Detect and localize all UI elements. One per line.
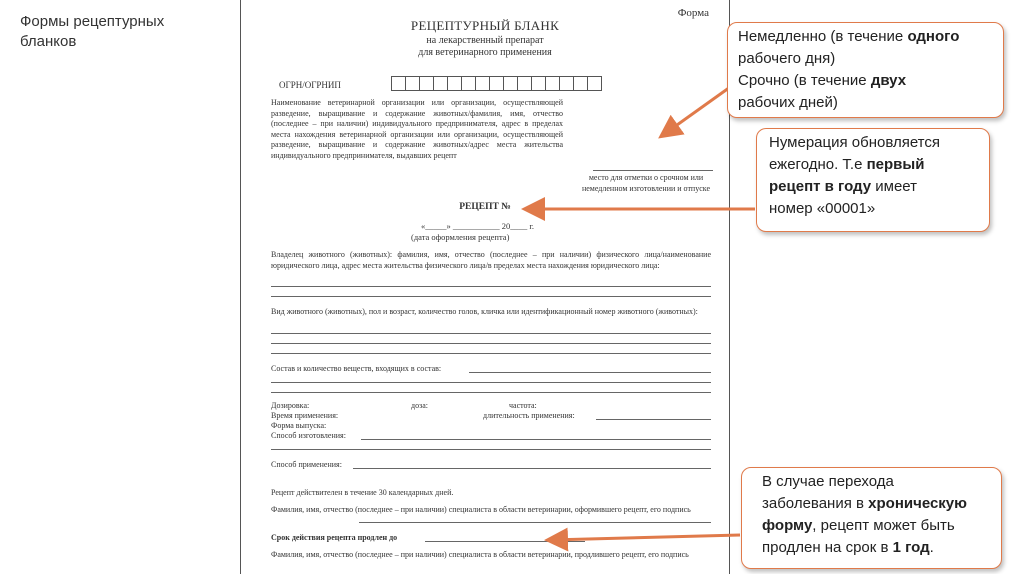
date-line: «_____» ___________ 20____ г. — [421, 221, 535, 231]
form-subtitle-1: на лекарственный препарат — [426, 35, 544, 46]
extender-text: Фамилия, имя, отчество (последнее – при наличии) специалиста в области ветеринарии, продлившего рецепт, его подпись — [271, 550, 689, 559]
duration-label: длительность применения: — [483, 411, 575, 420]
manufacture-label: Способ изготовления: — [271, 431, 346, 440]
composition-label: Состав и количество веществ, входящих в состав: — [271, 364, 442, 373]
release-form-label: Форма выпуска: — [271, 421, 327, 430]
extended-until-label: Срок действия рецепта продлен до — [271, 533, 398, 542]
frequency-label: частота: — [509, 401, 537, 410]
form-subtitle-2: для ветеринарного применения — [418, 47, 552, 58]
issuer-text: Фамилия, имя, отчество (последнее – при наличии) специалиста в области ветеринарии, оформившего рецепт, его подпись — [271, 505, 691, 514]
slide-title: Формы рецептурных бланков — [20, 13, 165, 50]
organization-text: Наименование ветеринарной организации или организации, осуществляющей разведение, выращивание и содержание животных/фамилия, имя, отчество (последнее – при наличии) индивидуального предпринимателя, адрес в пределах места нахождения ветеринарной организации или организации, осуществляющей разведение, выращивание и содержание животных/адрес места жительства индивидуального предпринимателя, выдавших рецепт — [271, 98, 563, 160]
time-label: Время применения: — [271, 411, 339, 420]
validity-text: Рецепт действителен в течение 30 календарных дней. — [271, 488, 454, 497]
dosage-label: Дозировка: — [271, 401, 310, 410]
date-caption: (дата оформления рецепта) — [411, 232, 510, 242]
callout-chronic: В случае перехода заболевания в хроническую форму, рецепт может быть продлен на срок в 1 год. — [741, 467, 1002, 569]
owner-text: Владелец животного (животных): фамилия, имя, отчество (последнее – при наличии) физического лица/наименование юридического лица, адрес места жительства физического лица/в пределах места нахождения юридического лица: — [271, 250, 711, 270]
callout-urgency: Немедленно (в течение одного рабочего дня) Срочно (в течение двух рабочих дней) — [727, 22, 1004, 118]
animal-text: Вид животного (животных), пол и возраст, количество голов, кличка или идентификационный номер животного (животных): — [271, 307, 698, 316]
form-label: Форма — [677, 7, 709, 19]
recipe-number: РЕЦЕПТ № — [459, 202, 511, 212]
arrow-to-extension — [550, 535, 740, 540]
form-title: РЕЦЕПТУРНЫЙ БЛАНК — [410, 18, 560, 33]
ogrn-label: ОГРН/ОГРНИП — [279, 80, 341, 90]
arrow-to-mark-area — [663, 85, 733, 135]
callout-numbering: Нумерация обновляется ежегодно. Т.е первый рецепт в году имеет номер «00001» — [756, 128, 990, 232]
application-label: Способ применения: — [271, 460, 342, 469]
dose-label: доза: — [411, 401, 429, 410]
urgent-mark-note: место для отметки о срочном или немедленном изготовлении и отпуске — [581, 173, 711, 193]
